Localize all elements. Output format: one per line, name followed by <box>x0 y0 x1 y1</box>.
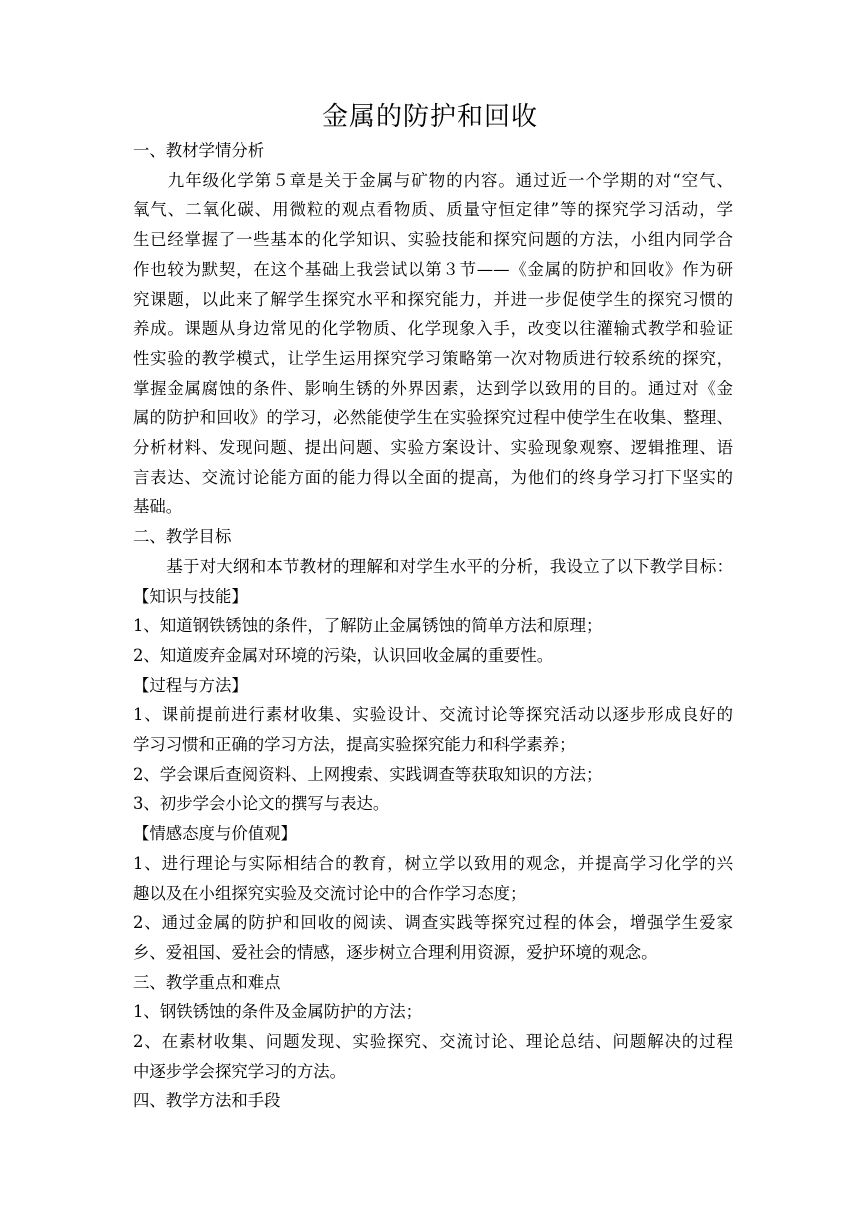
text-line: 【情感态度与价值观】 <box>133 824 297 844</box>
text-line: 基于对大纲和本节教材的理解和对学生水平的分析，我设立了以下教学目标： <box>133 556 733 576</box>
text-line: 1、课前提前进行素材收集、实验设计、交流讨论等探究活动以逐步形成良好的 <box>133 705 733 725</box>
text-line: 乡、爱祖国、爱社会的情感，逐步树立合理利用资源，爱护环境的观念。 <box>133 942 658 962</box>
text-line: 3、初步学会小论文的撰写与表达。 <box>133 794 390 814</box>
text-line: 九年级化学第５章是关于金属与矿物的内容。通过近一个学期的对“空气、 <box>133 170 733 190</box>
text-line: 二、教学目标 <box>133 527 232 547</box>
text-line: 属的防护和回收》的学习，必然能使学生在实验探究过程中使学生在收集、整理、 <box>133 408 733 428</box>
text-line: 1、钢铁锈蚀的条件及金属防护的方法； <box>133 1002 423 1022</box>
text-line: 养成。课题从身边常见的化学物质、化学现象入手，改变以往灌输式教学和验证 <box>133 319 733 339</box>
text-line: 氧气、二氧化碳、用微粒的观点看物质、质量守恒定律”等的探究学习活动，学 <box>133 200 733 220</box>
text-line: 学习习惯和正确的学习方法，提高实验探究能力和科学素养； <box>133 735 576 754</box>
text-line: 究课题，以此来了解学生探究水平和探究能力，并进一步促使学生的探究习惯的 <box>133 289 733 309</box>
text-line: 1、进行理论与实际相结合的教育，树立学以致用的观念，并提高学习化学的兴 <box>133 853 733 873</box>
text-line: 生已经掌握了一些基本的化学知识、实验技能和探究问题的方法，小组内同学合 <box>133 230 733 250</box>
text-line: 中逐步学会探究学习的方法。 <box>133 1061 347 1081</box>
text-line: 基础。 <box>133 497 183 517</box>
text-line: 性实验的教学模式，让学生运用探究学习策略第一次对物质进行较系统的探究， <box>133 348 733 368</box>
text-line: 掌握金属腐蚀的条件、影响生锈的外界因素，达到学以致用的目的。通过对《金 <box>133 378 733 398</box>
text-line: 趣以及在小组探究实验及交流讨论中的合作学习态度； <box>133 883 527 903</box>
text-line: 1、知道钢铁锈蚀的条件，了解防止金属锈蚀的简单方法和原理； <box>133 616 603 636</box>
text-line: 一、教材学情分析 <box>133 141 265 160</box>
text-line: 2、在素材收集、问题发现、实验探究、交流讨论、理论总结、问题解决的过程 <box>133 1032 733 1051</box>
text-line: 【过程与方法】 <box>133 675 248 695</box>
text-line: 【知识与技能】 <box>133 586 248 606</box>
text-line: 作也较为默契，在这个基础上我尝试以第３节——《金属的防护和回收》作为研 <box>133 259 733 279</box>
text-line: 2、学会课后查阅资料、上网搜索、实践调查等获取知识的方法； <box>133 764 603 784</box>
text-line: 2、通过金属的防护和回收的阅读、调查实践等探究过程的体会，增强学生爱家 <box>133 913 733 933</box>
text-line: 四、教学方法和手段 <box>133 1091 281 1111</box>
text-line: 言表达、交流讨论能方面的能力得以全面的提高，为他们的终身学习打下坚实的 <box>133 467 733 487</box>
text-line: 2、知道废弃金属对环境的污染，认识回收金属的重要性。 <box>133 645 554 665</box>
text-line: 分析材料、发现问题、提出问题、实验方案设计、实验现象观察、逻辑推理、语 <box>133 438 733 457</box>
text-line: 三、教学重点和难点 <box>133 972 281 992</box>
document-title: 金属的防护和回收 <box>321 102 538 132</box>
